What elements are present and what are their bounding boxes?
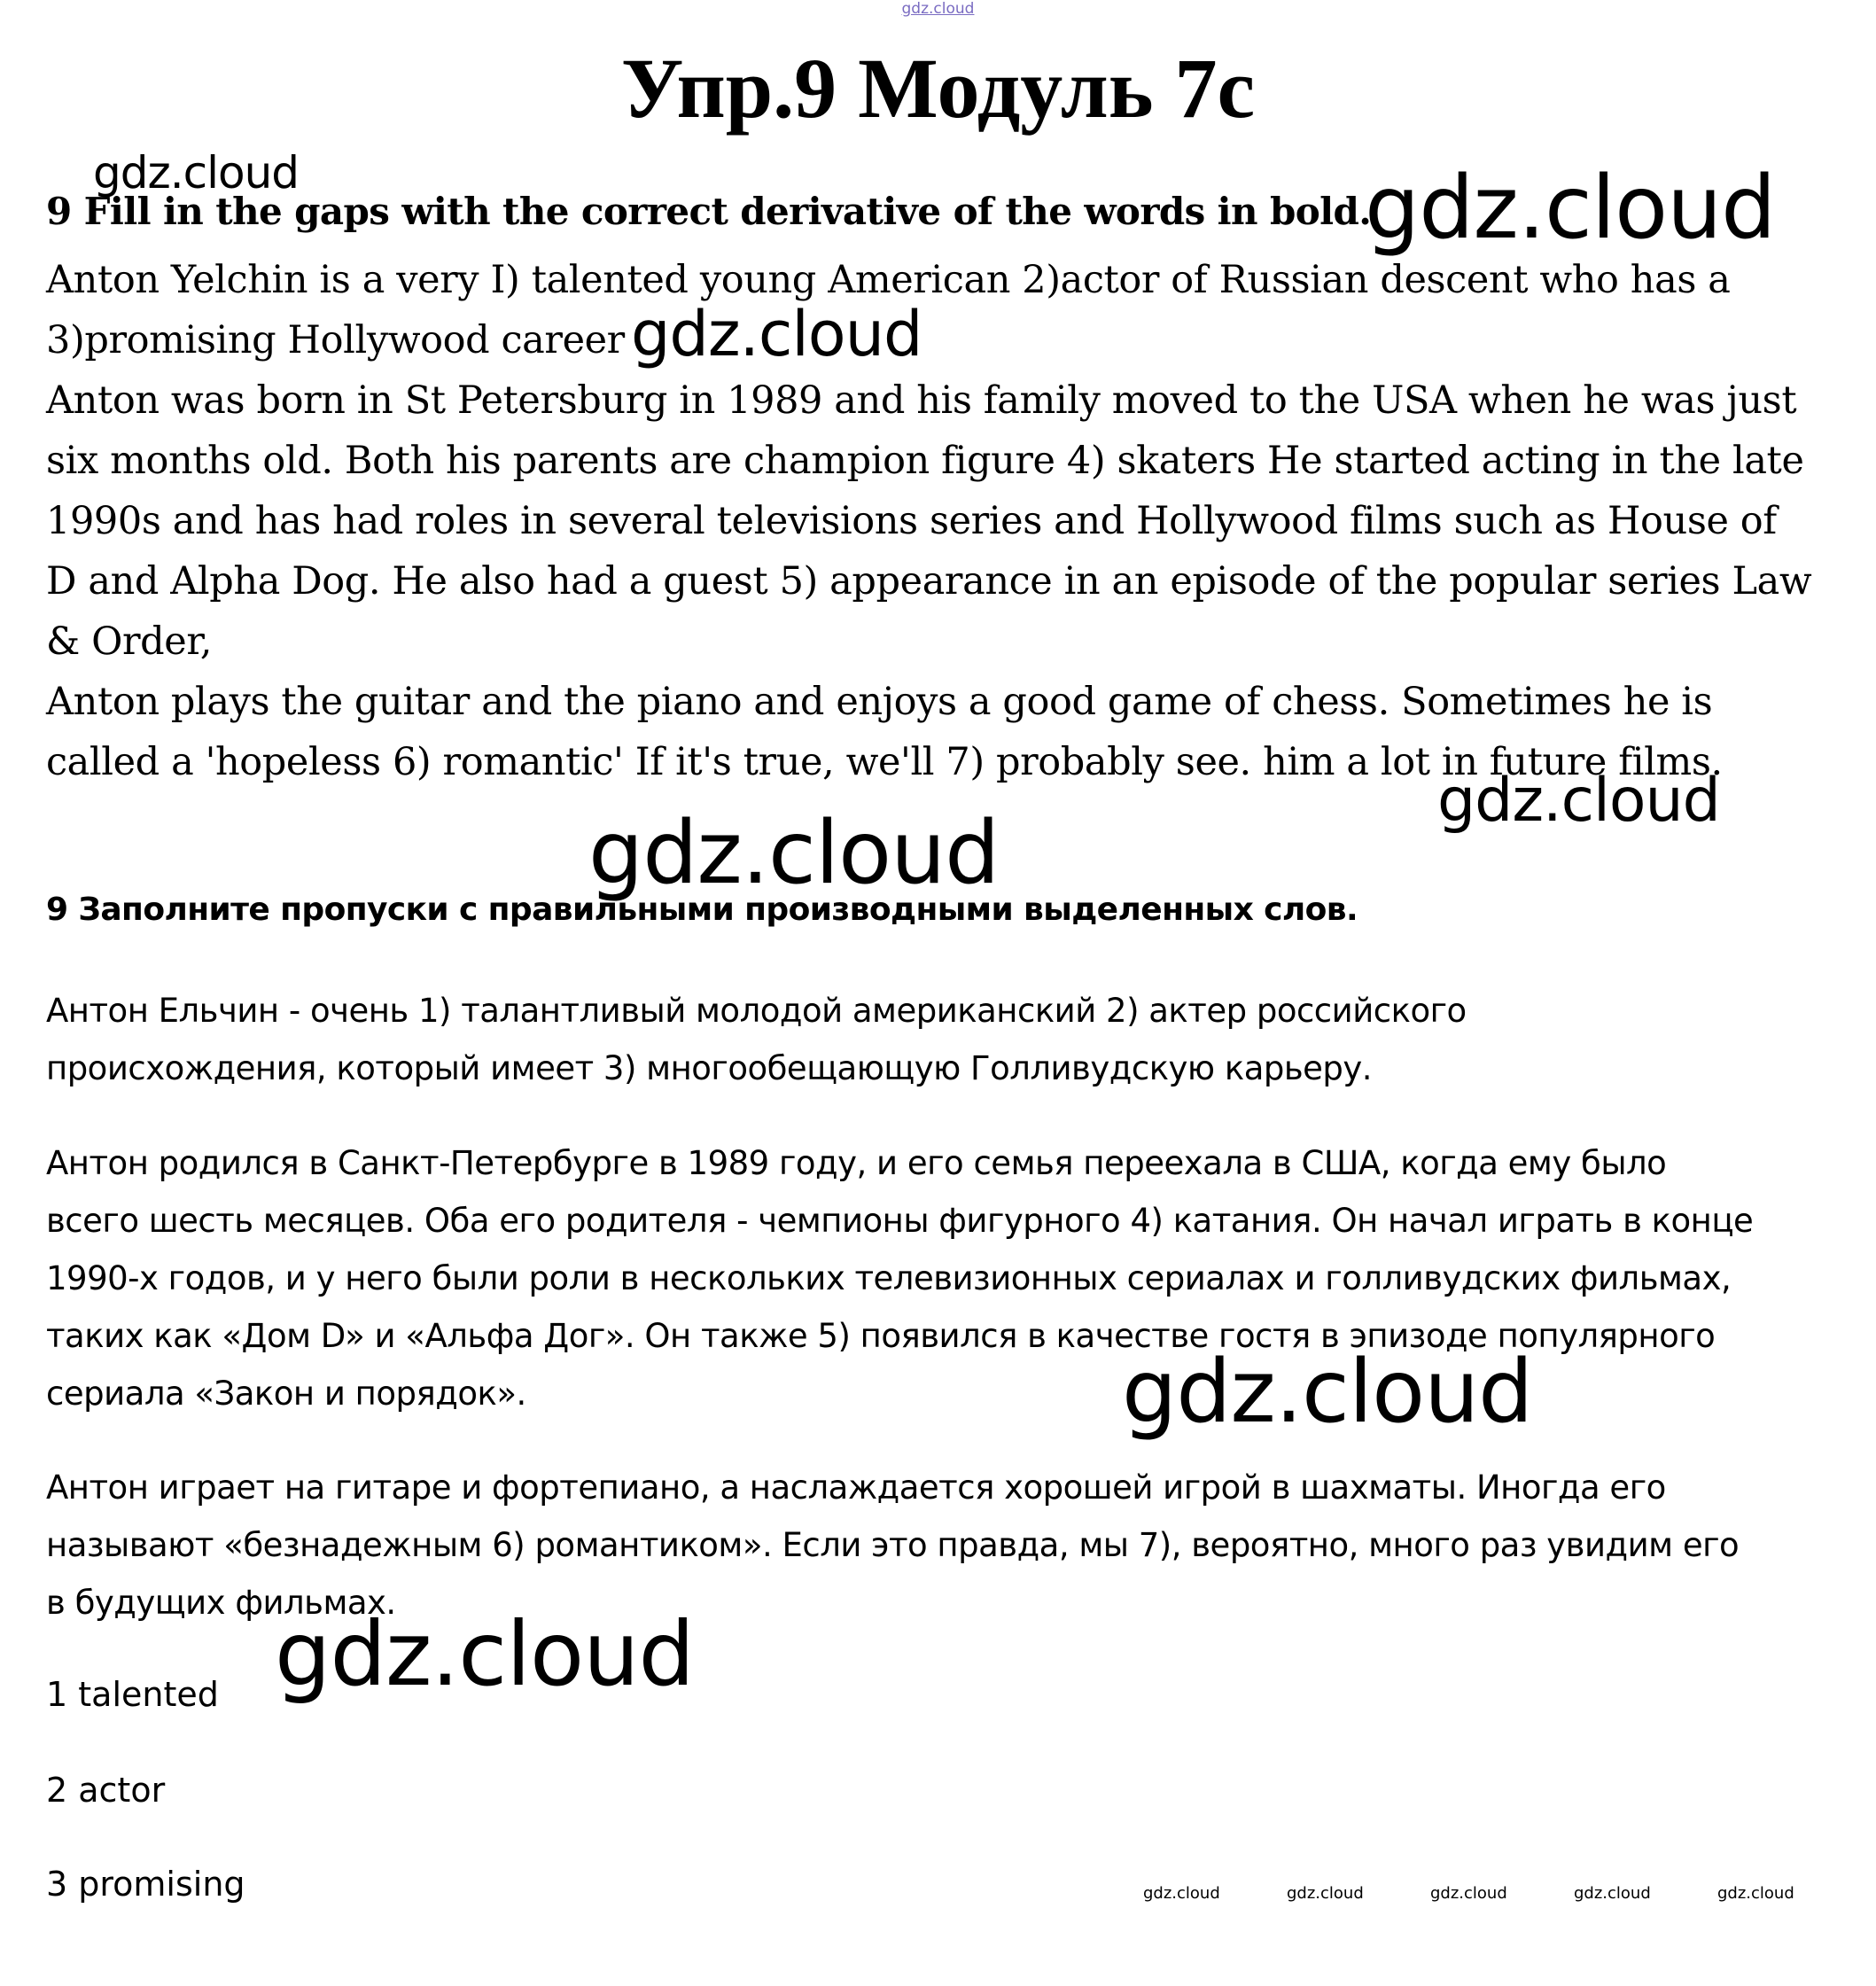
watermark: gdz.cloud [1122,1342,1533,1443]
watermark: gdz.cloud [275,1602,695,1706]
answer-item: 2 actor [46,1771,166,1810]
text-line: Anton was born in St Petersburg in 1989 and his family moved to the USA when he was just [46,378,1797,423]
text-line: сериала «Закон и порядок». [46,1375,526,1413]
text-line: Anton Yelchin is a very I) talented young American 2)actor of Russian descent who has a [46,258,1731,302]
text-line: таких как «Дом D» и «Альфа Дог». Он также 5) появился в качестве гостя в эпизоде популярного [46,1317,1716,1355]
footer-watermark: gdz.cloud [1287,1884,1364,1903]
footer-watermark: gdz.cloud [1430,1884,1507,1903]
text-line: called a 'hopeless 6) romantic' If it's true, we'll 7) probably see. him a lot in future films. [46,740,1723,784]
footer-watermark: gdz.cloud [1574,1884,1651,1903]
russian-paragraph-1 [46,982,1818,1097]
answer-item: 1 talented [46,1675,219,1714]
text-line: Антон Ельчин - очень 1) талантливый молодой американский 2) актер российского [46,992,1467,1030]
text-line: всего шесть месяцев. Оба его родителя - чемпионы фигурного 4) катания. Он начал играть в конце [46,1202,1754,1240]
text-line: происхождения, который имеет 3) многообещающую Голливудскую карьеру. [46,1049,1373,1087]
text-line: в будущих фильмах. [46,1584,396,1622]
english-text [46,250,1818,792]
text-line: 1990s and has had roles in several televisions series and Hollywood films such as House of [46,499,1777,543]
task-heading-english: 9 Fill in the gaps with the correct derivative of the words in bold. [46,190,1372,233]
footer-watermark: gdz.cloud [1143,1884,1220,1903]
top-watermark: gdz.cloud [901,0,975,18]
text-line: & Order, [46,619,213,664]
text-line: 1990-х годов, и у него были роли в нескольких телевизионных сериалах и голливудских фильмах, [46,1259,1732,1297]
text-line: Антон играет на гитаре и фортепиано, а наслаждается хорошей игрой в шахматы. Иногда его [46,1468,1666,1507]
watermark: gdz.cloud [93,147,300,199]
text-line: 3)promising Hollywood career [46,318,625,362]
text-line: D and Alpha Dog. He also had a guest 5) appearance in an episode of the popular series Law [46,559,1812,604]
text-line: Антон родился в Санкт-Петербурге в 1989 году, и его семья переехала в США, когда ему было [46,1144,1667,1182]
watermark: gdz.cloud [588,803,1000,904]
russian-paragraph-2 [46,1134,1818,1422]
watermark: gdz.cloud [1365,158,1776,259]
page-title: Упр.9 Модуль 7с [620,41,1256,136]
task-heading-russian: 9 Заполните пропуски с правильными производными выделенных слов. [46,892,1358,928]
watermark: gdz.cloud [631,298,922,370]
answer-item: 3 promising [46,1865,245,1904]
text-line: называют «безнадежным 6) романтиком». Если это правда, мы 7), вероятно, много раз увидим его [46,1526,1740,1564]
footer-watermark: gdz.cloud [1717,1884,1794,1903]
text-line: Anton plays the guitar and the piano and enjoys a good game of chess. Sometimes he is [46,680,1713,724]
text-line: six months old. Both his parents are champion figure 4) skaters He started acting in the late [46,439,1804,483]
watermark: gdz.cloud [1437,766,1720,836]
